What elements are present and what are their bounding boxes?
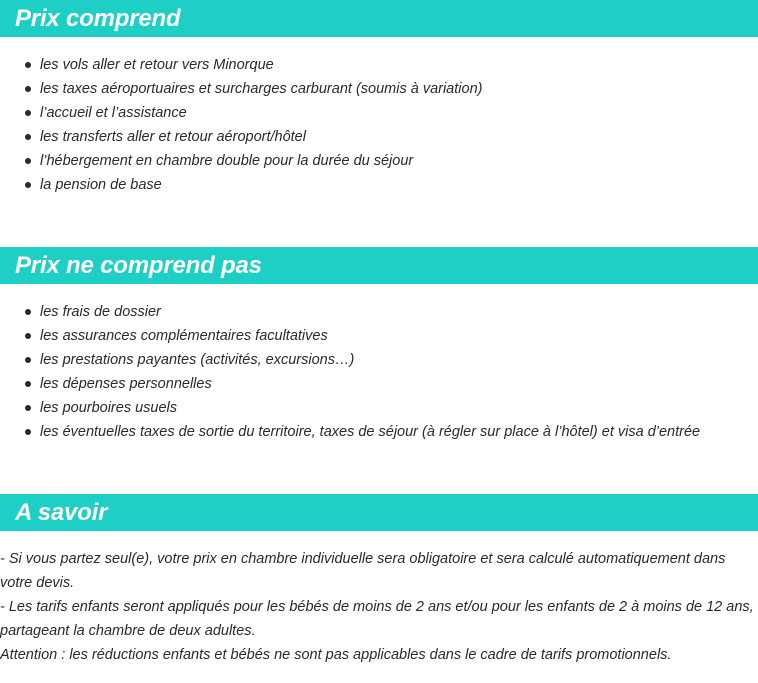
list-item-text: les frais de dossier: [40, 304, 161, 320]
list-item-text: les assurances complémentaires facultatives: [40, 328, 328, 344]
list-item: [0, 372, 700, 396]
list-item-text: les dépenses personnelles: [40, 376, 212, 392]
bullet-icon: [25, 381, 31, 387]
list-item: [0, 77, 482, 101]
list-item: [0, 396, 700, 420]
list-item-text: les éventuelles taxes de sortie du territoire, taxes de séjour (à régler sur place à l’hôtel) et visa d’entrée: [40, 424, 701, 440]
bullet-icon: [25, 62, 31, 68]
list-item-text: les pourboires usuels: [40, 400, 178, 416]
list-item-text: les transferts aller et retour aéroport/hôtel: [40, 129, 306, 145]
bullet-icon: [25, 134, 31, 140]
list-item: [0, 125, 482, 149]
list-item: [0, 300, 700, 324]
info-paragraph: - Si vous partez seul(e), votre prix en chambre individuelle sera obligatoire et sera calculé automatiquement dans votre devis.: [0, 551, 726, 591]
bullet-icon: [25, 86, 31, 92]
info-text: [0, 547, 758, 667]
included-list: [0, 53, 482, 197]
bullet-icon: [25, 110, 31, 116]
bullet-icon: [25, 405, 31, 411]
section-title-included: Prix comprend: [0, 0, 758, 37]
list-item-text: les vols aller et retour vers Minorque: [40, 57, 274, 73]
bullet-icon: [25, 333, 31, 339]
list-item-text: les prestations payantes (activités, excursions…): [40, 352, 355, 368]
section-title-info: A savoir: [0, 494, 758, 531]
list-item: [0, 420, 700, 444]
list-item: [0, 173, 482, 197]
list-item: [0, 348, 700, 372]
info-paragraph: Attention : les réductions enfants et bébés ne sont pas applicables dans le cadre de tarifs promotionnels.: [0, 647, 672, 663]
list-item: [0, 324, 700, 348]
list-item: [0, 149, 482, 173]
section-title-excluded: Prix ne comprend pas: [0, 247, 758, 284]
bullet-icon: [25, 309, 31, 315]
info-paragraph: - Les tarifs enfants seront appliqués pour les bébés de moins de 2 ans et/ou pour les enfants de 2 à moins de 12 ans, partageant la chambre de deux adultes.: [0, 599, 754, 639]
list-item-text: l’hébergement en chambre double pour la durée du séjour: [40, 153, 414, 169]
bullet-icon: [25, 182, 31, 188]
list-item-text: l’accueil et l’assistance: [40, 105, 187, 121]
bullet-icon: [25, 429, 31, 435]
bullet-icon: [25, 158, 31, 164]
excluded-list: [0, 300, 700, 444]
list-item-text: la pension de base: [40, 177, 162, 193]
bullet-icon: [25, 357, 31, 363]
list-item-text: les taxes aéroportuaires et surcharges carburant (soumis à variation): [40, 81, 483, 97]
list-item: [0, 101, 482, 125]
list-item: [0, 53, 482, 77]
